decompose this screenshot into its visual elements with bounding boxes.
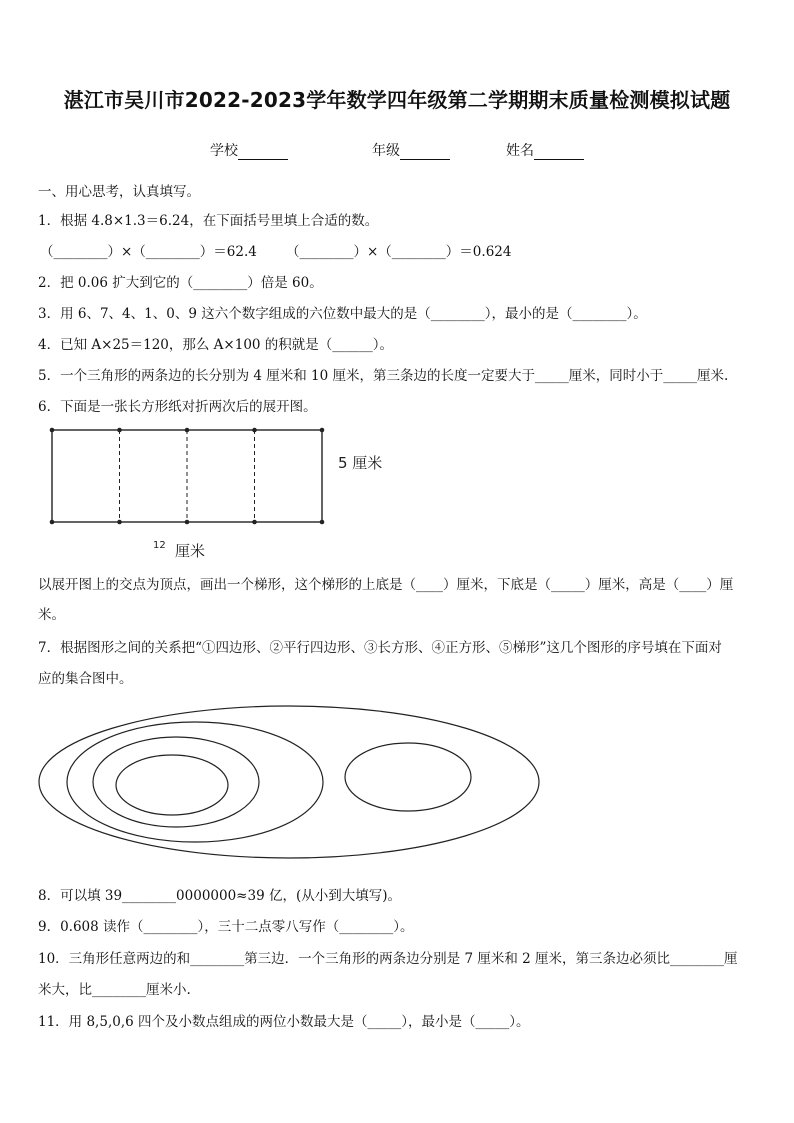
bottom-length-number: 12 [153, 540, 166, 551]
second-set-ellipse [67, 722, 323, 842]
point [117, 520, 122, 525]
point [252, 428, 257, 433]
point [117, 428, 122, 433]
folded-rectangle-figure [40, 420, 400, 565]
section-heading: 一、用心思考，认真填写。 [38, 184, 200, 200]
name-blank [534, 145, 584, 160]
school-blank [238, 145, 288, 160]
question-6-text-line1: 以展开图上的交点为顶点，画出一个梯形，这个梯形的上底是（____）厘米，下底是（_____）厘米，高是（____）厘 [38, 577, 734, 593]
school-field [210, 140, 288, 160]
question-6: 6．下面是一张长方形纸对折两次后的展开图。 [38, 399, 317, 415]
question-1: 1．根据 4.8×1.3＝6.24，在下面括号里填上合适的数。 [38, 213, 379, 229]
question-2: 2．把 0.06 扩大到它的（________）倍是 60。 [38, 275, 323, 291]
grade-label: 年级 [372, 143, 400, 159]
question-6-text-line2: 米。 [38, 607, 65, 623]
question-1-part-b: （________）×（________）＝0.624 [286, 244, 512, 260]
grade-blank [400, 145, 450, 160]
separate-set-ellipse [345, 743, 471, 811]
question-4: 4．已知 A×25＝120，那么 A×100 的积就是（______）。 [38, 337, 394, 353]
third-set-ellipse [93, 737, 259, 827]
point [320, 428, 325, 433]
outer-set-ellipse [39, 706, 539, 858]
question-11: 11．用 8,5,0,6 四个及小数点组成的两位小数最大是（_____），最小是（_____）。 [38, 1014, 530, 1030]
question-8: 8．可以填 39________0000000≈39 亿，(从小到大填写)。 [38, 888, 401, 904]
page-title: 湛江市吴川市2022-2023学年数学四年级第二学期期末质量检测模拟试题 [63, 88, 731, 112]
point [185, 520, 190, 525]
set-diagram [30, 700, 560, 880]
point [320, 520, 325, 525]
question-7-line1: 7．根据图形之间的关系把“①四边形、②平行四边形、③长方形、④正方形、⑤梯形”这几个图形的序号填在下面对 [38, 640, 722, 656]
question-7-line2: 应的集合图中。 [38, 671, 133, 687]
side-length-label: 5 厘米 [338, 454, 383, 472]
point [252, 520, 257, 525]
point [50, 520, 55, 525]
inner-set-ellipse [116, 755, 228, 815]
name-field [506, 140, 584, 160]
bottom-length-unit: 厘米 [175, 542, 206, 560]
question-3: 3．用 6、7、4、1、0、9 这六个数字组成的六位数中最大的是（________），最小的是（________）。 [38, 306, 647, 322]
name-label: 姓名 [506, 143, 534, 159]
question-5: 5．一个三角形的两条边的长分别为 4 厘米和 10 厘米，第三条边的长度一定要大于_____厘米，同时小于_____厘米. [38, 368, 729, 384]
question-1-part-a: （________）×（________）＝62.4 [40, 244, 257, 260]
question-9: 9．0.608 读作（________），三十二点零八写作（________）。 [38, 919, 414, 935]
point [185, 428, 190, 433]
school-label: 学校 [210, 143, 238, 159]
question-10-line1: 10．三角形任意两边的和________第三边．一个三角形的两条边分别是 7 厘米和 2 厘米，第三条边必须比________厘 [38, 951, 738, 967]
grade-field [372, 140, 450, 160]
question-10-line2: 米大，比________厘米小. [38, 982, 191, 998]
point [50, 428, 55, 433]
